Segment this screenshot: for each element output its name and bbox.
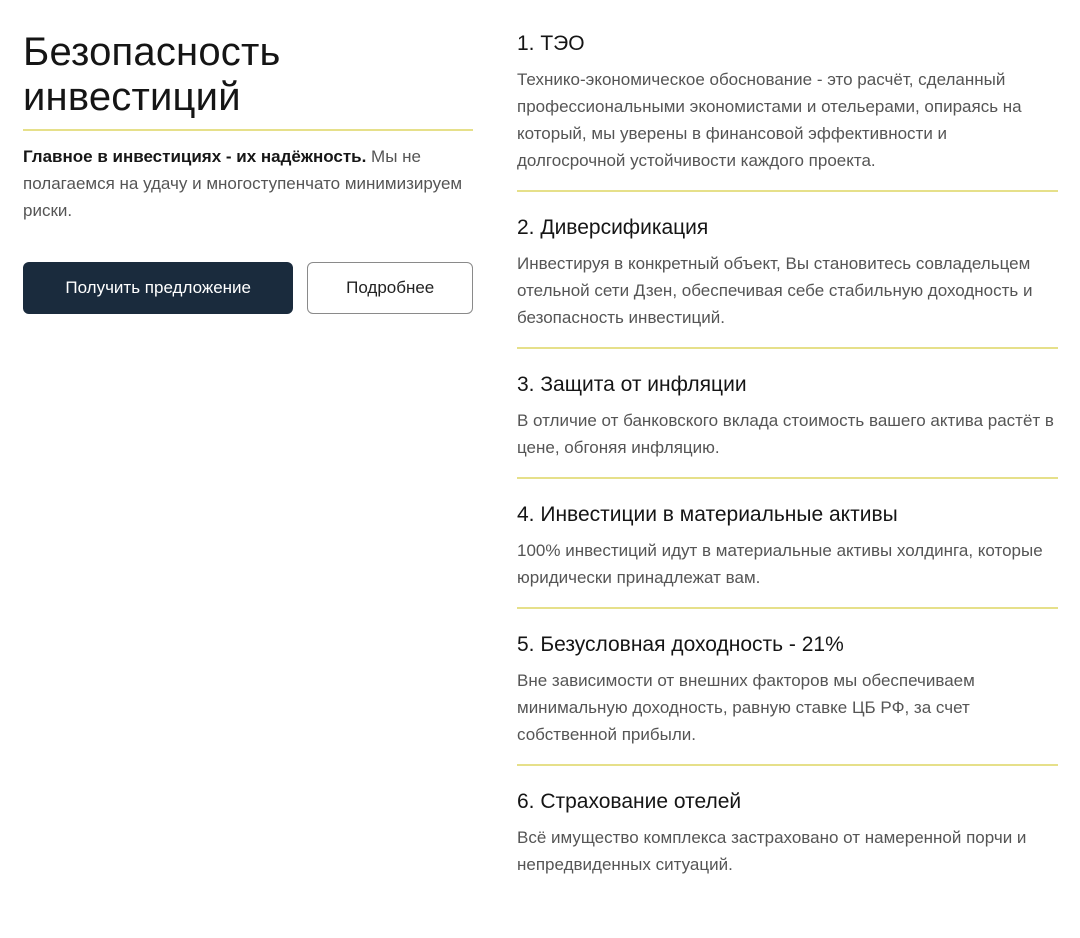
lead-paragraph (23, 143, 473, 224)
more-details-button[interactable]: Подробнее (307, 262, 473, 314)
feature-item-teo (517, 30, 1058, 192)
page-title (23, 30, 473, 120)
feature-title: 3. Защита от инфляции (517, 373, 747, 396)
feature-text: Технико-экономическое обоснование - это расчёт, сделанный профессиональными экономистами и отельерами, опираясь на который, мы уверены в финансовой эффективности и долгосрочной устойчивости каждого проекта. (517, 70, 1022, 170)
lead-text: Мы не полагаемся на удачу и многоступенчато минимизируем риски. (23, 147, 463, 220)
feature-item-guaranteed-yield (517, 631, 1058, 766)
feature-title: 4. Инвестиции в материальные активы (517, 503, 898, 526)
feature-title: 5. Безусловная доходность - 21% (517, 633, 844, 656)
feature-item-material-assets (517, 501, 1058, 609)
feature-text: 100% инвестиций идут в материальные активы холдинга, которые юридически принадлежат вам. (517, 541, 1043, 587)
feature-text: Всё имущество комплекса застраховано от намеренной порчи и непредвиденных ситуаций. (517, 828, 1027, 874)
feature-text: Вне зависимости от внешних факторов мы обеспечиваем минимальную доходность, равную ставке ЦБ РФ, за счет собственной прибыли. (517, 671, 975, 744)
feature-text: В отличие от банковского вклада стоимость вашего актива растёт в цене, обгоняя инфляцию. (517, 411, 1054, 457)
page-title-line-1: Безопасность (23, 30, 281, 74)
page-title-line-2: инвестиций (23, 75, 241, 119)
cta-buttons (23, 262, 473, 314)
feature-title: 2. Диверсификация (517, 216, 709, 239)
get-offer-button[interactable]: Получить предложение (23, 262, 293, 314)
feature-title: 6. Страхование отелей (517, 790, 742, 813)
feature-text: Инвестируя в конкретный объект, Вы становитесь совладельцем отельной сети Дзен, обеспечивая себе стабильную доходность и безопасность инвестиций. (517, 254, 1033, 327)
hero-section (23, 30, 473, 314)
feature-item-diversification (517, 214, 1058, 349)
feature-item-hotel-insurance (517, 788, 1058, 894)
feature-item-inflation-protection (517, 371, 1058, 479)
lead-bold-text: Главное в инвестициях - их надёжность. (23, 147, 367, 166)
feature-title: 1. ТЭО (517, 32, 585, 55)
features-list (517, 30, 1058, 894)
title-divider (23, 129, 473, 131)
